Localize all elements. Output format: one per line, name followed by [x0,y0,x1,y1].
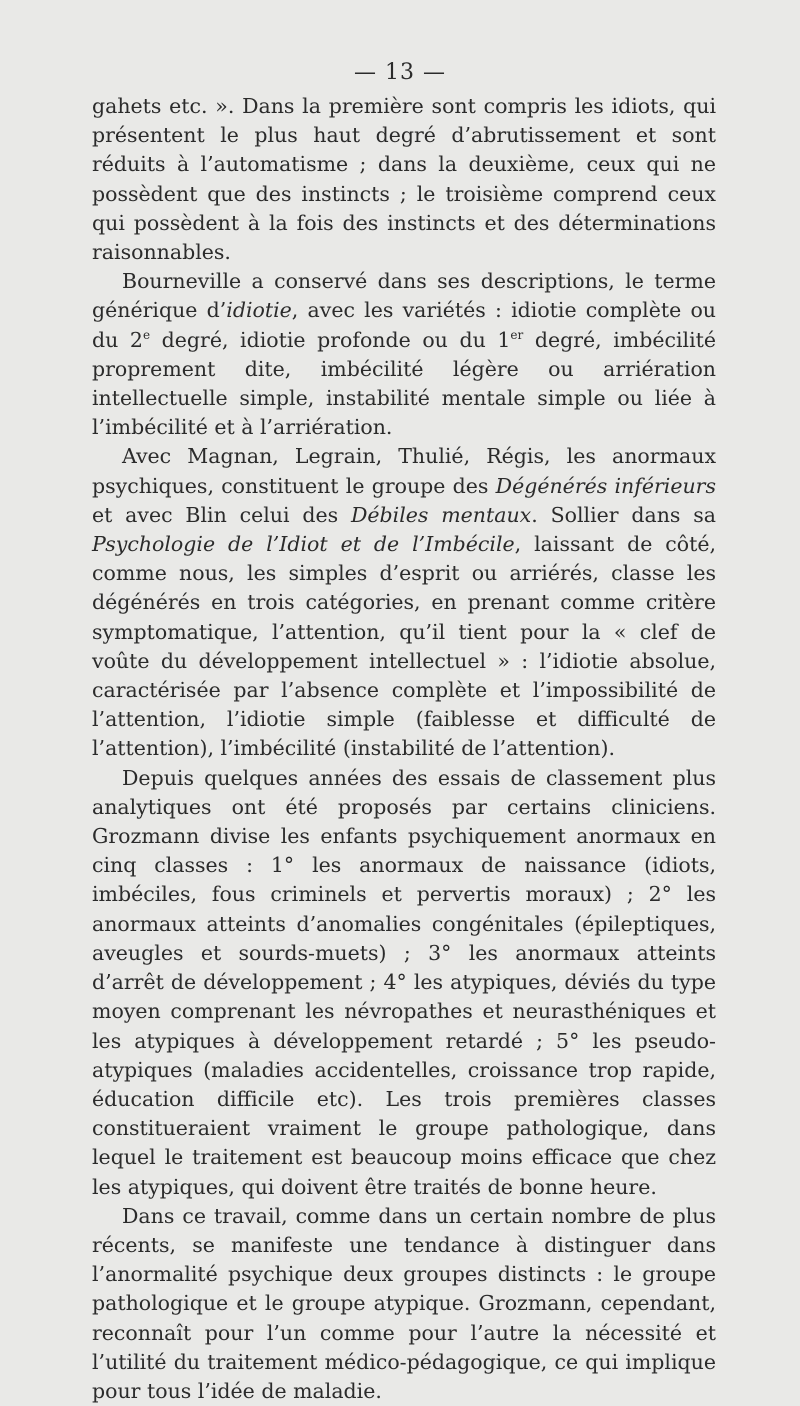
paragraph-grozmann-classes [92,764,716,1202]
text-run: degré, idiotie profonde ou du 1 [150,327,511,352]
italic-run: Dégénérés inférieurs [495,473,716,498]
paragraph-bourneville [92,267,716,442]
italic-run: idiotie [226,298,292,323]
text-run: . Sollier dans sa [531,502,716,527]
text-run: Avec Magnan, Legrain, Thulié, Régis, les anormaux psychiques, constituent le groupe des [92,444,716,498]
italic-run: Psychologie de l’Idiot et de l’Imbécile [92,532,515,557]
paragraph-conclusion [92,1202,716,1406]
italic-run: Débiles mentaux [350,502,532,527]
text-run: gahets etc. ». Dans la première sont compris les idiots, qui présentent le plus haut degré d’abrutissement et sont réduits à l’automatisme ; dans la deuxième, ceux qui ne possèdent que des instincts ; le troisième comprend ceux qui possèdent à la fois des instincts et des déterminations raisonnables. [92,94,716,265]
text-run: , laissant de côté, comme nous, les simples d’esprit ou arriérés, classe les dégénérés en trois catégories, en prenant comme critère symptomatique, l’attention, qu’il tient pour la « clef de voûte du développement intellectuel » : l’idiotie absolue, caractérisée par l’absence complète et l’impossibilité de l’attention, l’idiotie simple (faiblesse et difficulté de l’attention), l’imbécilité (instabilité de l’attention). [92,532,716,761]
text-run: et avec Blin celui des [92,502,351,527]
text-run: Dans ce travail, comme dans un certain nombre de plus récents, se manifeste une tendance à distinguer dans l’anormalité psychique deux groupes distincts : le groupe pathologique et le groupe atypique. Grozmann, cependant, reconnaît pour l’un comme pour l’autre la nécessité et l’utilité du traitement médico-pédagogique, ce qui implique pour tous l’idée de maladie. [92,1203,716,1403]
text-run: Bourneville a conservé dans ses descriptions, le terme générique d’ [92,269,716,323]
body-text [92,92,716,1406]
paragraph-magnan-sollier [92,442,716,763]
text-run: , avec les variétés : idiotie complète ou du 2 [92,298,716,352]
superscript-run: e [142,327,151,342]
superscript-run: er [510,327,524,342]
text-run: degré, imbécilité proprement dite, imbécilité légère ou arriération intellectuelle simple, instabilité mentale simple ou liée à l’imbécilité et à l’arriération. [92,327,716,440]
text-run: Depuis quelques années des essais de classement plus analytiques ont été proposés par certains cliniciens. Grozmann divise les enfants psychiquement anormaux en cinq classes : 1° les anormaux de naissance (idiots, imbéciles, fous criminels et pervertis moraux) ; 2° les anormaux atteints d’anomalies congénitales (épileptiques, aveugles et sourds-muets) ; 3° les anormaux atteints d’arrêt de développement ; 4° les atypiques, déviés du type moyen comprenant les névropathes et neurasthéniques et les atypiques à développement retardé ; 5° les pseudo-atypiques (maladies accidentelles, croissance trop rapide, éducation difficile etc). Les trois premières classes constitueraient vraiment le groupe pathologique, dans lequel le traitement est beaucoup moins efficace que chez les atypiques, qui doivent être traités de bonne heure. [92,765,716,1199]
paragraph-continuation [92,92,716,267]
page-number: — 13 — [354,60,446,85]
